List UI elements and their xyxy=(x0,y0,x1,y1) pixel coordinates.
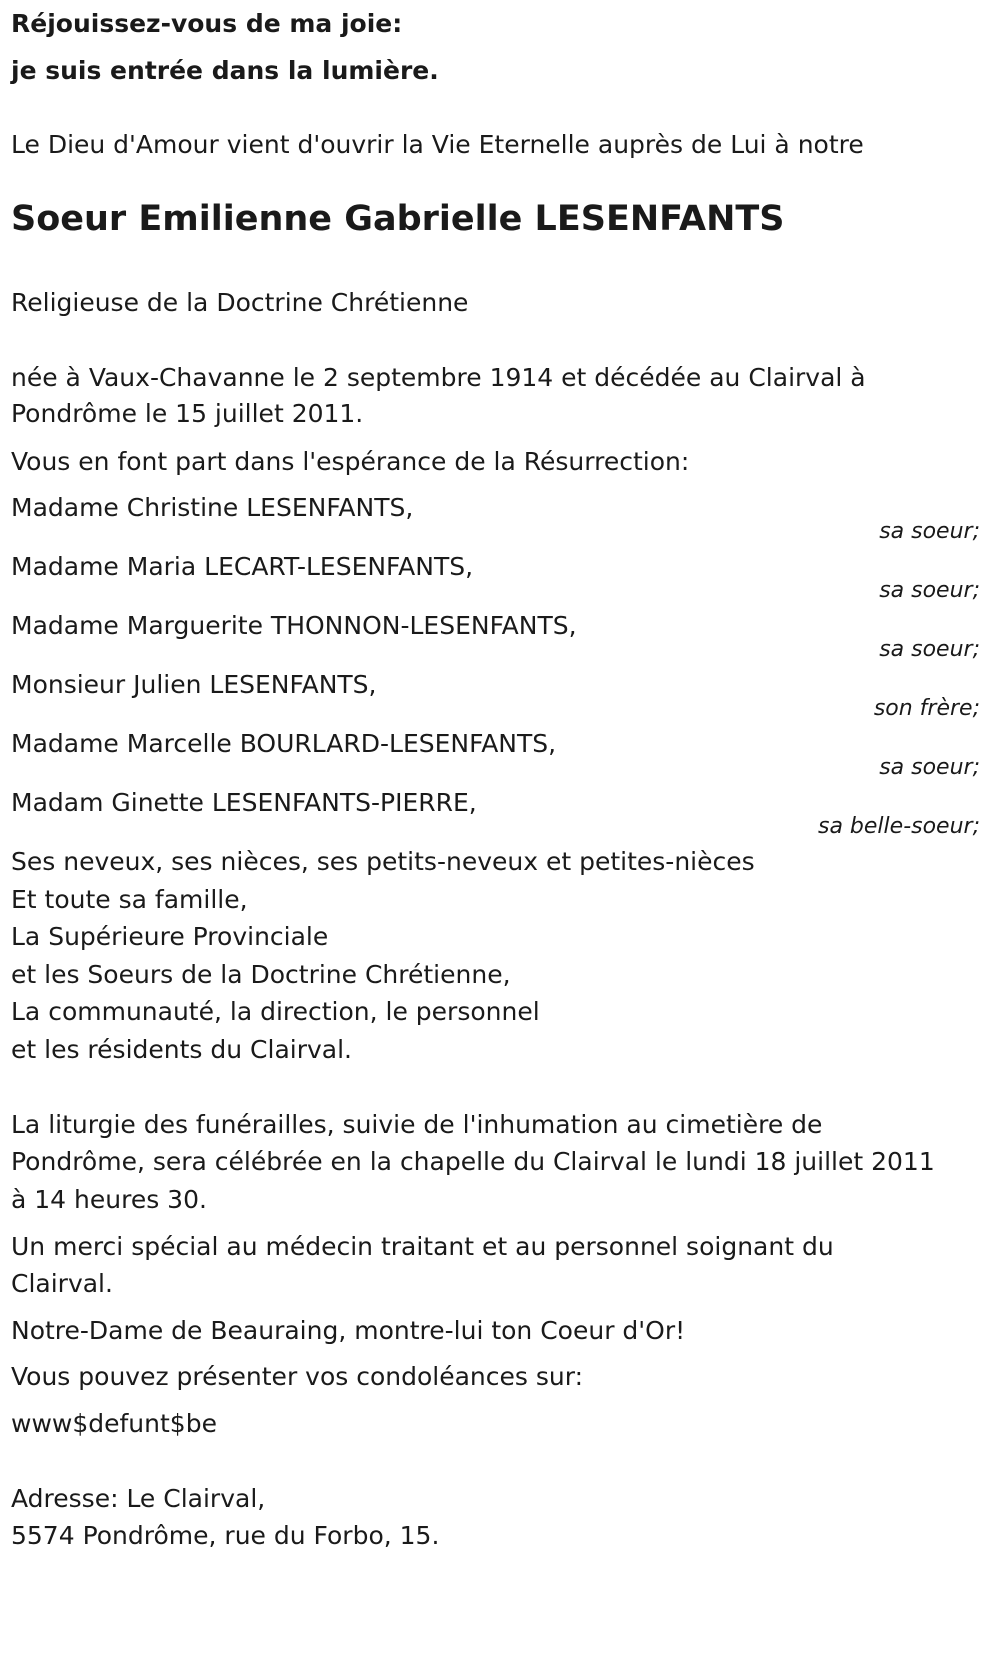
announcement: Vous en font part dans l'espérance de la Résurrection: xyxy=(11,447,690,476)
epigraph-line-1: Réjouissez-vous de ma joie: xyxy=(11,9,403,38)
address-line: Adresse: Le Clairval, xyxy=(11,1484,266,1513)
intro-text: Le Dieu d'Amour vient d'ouvrir la Vie Eternelle auprès de Lui à notre xyxy=(11,130,864,159)
condolences-website: www$defunt$be xyxy=(11,1409,217,1438)
funeral-line: Pondrôme, sera célébrée en la chapelle du Clairval le lundi 18 juillet 2011 xyxy=(11,1147,935,1176)
birth-death-line-2: Pondrôme le 15 juillet 2011. xyxy=(11,399,364,428)
family-member-name: Monsieur Julien LESENFANTS, xyxy=(11,670,377,699)
family-member-name: Madame Marcelle BOURLARD-LESENFANTS, xyxy=(11,729,557,758)
thanks-line: Clairval. xyxy=(11,1269,113,1298)
religious-order: Religieuse de la Doctrine Chrétienne xyxy=(11,288,469,317)
family-member-name: Madame Maria LECART-LESENFANTS, xyxy=(11,552,474,581)
family-member-name: Madam Ginette LESENFANTS-PIERRE, xyxy=(11,788,477,817)
family-member-relation: sa soeur; xyxy=(879,519,980,544)
mourner-line: Ses neveux, ses nièces, ses petits-neveux et petites-nièces xyxy=(11,847,755,876)
mourner-line: La Supérieure Provinciale xyxy=(11,922,329,951)
family-member-relation: sa soeur; xyxy=(879,755,980,780)
prayer-text: Notre-Dame de Beauraing, montre-lui ton Coeur d'Or! xyxy=(11,1316,686,1345)
family-member-name: Madame Marguerite THONNON-LESENFANTS, xyxy=(11,611,577,640)
funeral-line: La liturgie des funérailles, suivie de l'inhumation au cimetière de xyxy=(11,1110,823,1139)
mourner-line: La communauté, la direction, le personnel xyxy=(11,997,540,1026)
birth-death-line-1: née à Vaux-Chavanne le 2 septembre 1914 et décédée au Clairval à xyxy=(11,363,866,392)
condolences-label: Vous pouvez présenter vos condoléances sur: xyxy=(11,1362,583,1391)
family-member-relation: sa soeur; xyxy=(879,637,980,662)
family-member-relation: sa soeur; xyxy=(879,578,980,603)
family-member-relation: son frère; xyxy=(873,696,980,721)
mourner-line: et les Soeurs de la Doctrine Chrétienne, xyxy=(11,960,511,989)
address-line: 5574 Pondrôme, rue du Forbo, 15. xyxy=(11,1521,440,1550)
family-member-relation: sa belle-soeur; xyxy=(818,814,980,839)
family-member-name: Madame Christine LESENFANTS, xyxy=(11,493,414,522)
epigraph-line-2: je suis entrée dans la lumière. xyxy=(11,56,439,85)
mourner-line: Et toute sa famille, xyxy=(11,885,248,914)
thanks-line: Un merci spécial au médecin traitant et au personnel soignant du xyxy=(11,1232,834,1261)
deceased-name: Soeur Emilienne Gabrielle LESENFANTS xyxy=(11,199,785,239)
mourner-line: et les résidents du Clairval. xyxy=(11,1035,352,1064)
funeral-line: à 14 heures 30. xyxy=(11,1185,207,1214)
